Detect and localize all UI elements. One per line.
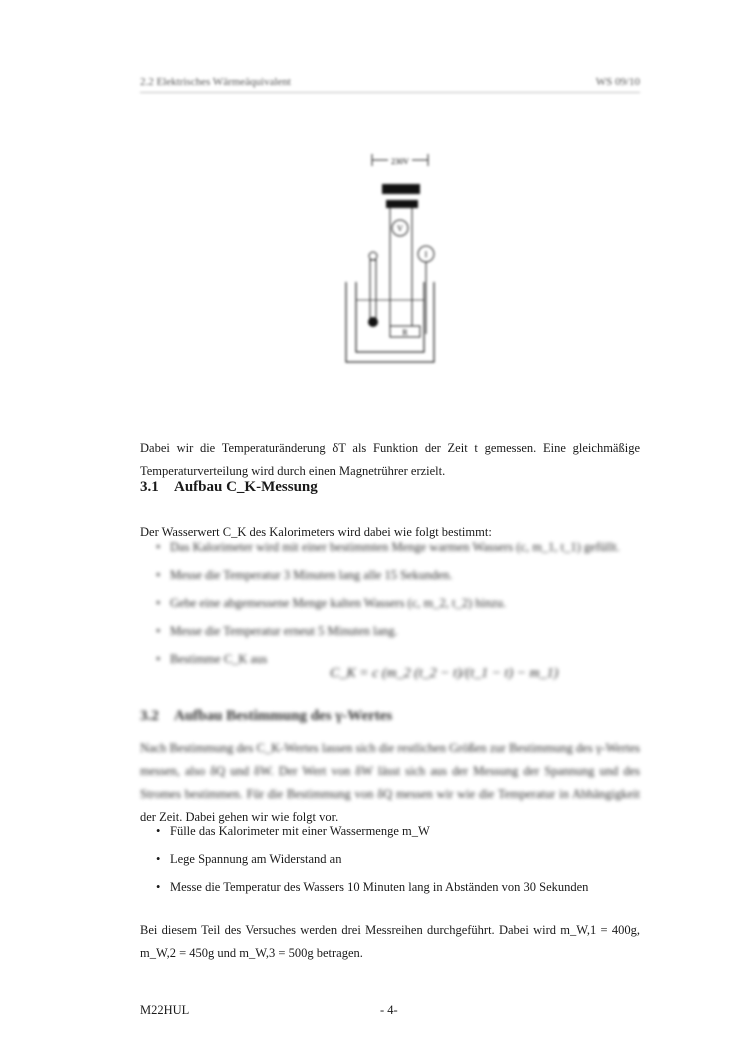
section-3-2-text-blurred: Nach Bestimmung des C_K-Wertes lassen sich die restlichen Größen zur Bestimmung des γ-Wertes messen, also δQ und δW. Der Wert von δW lässt sich aus der Messung der Spannung und des Stromes bestimmen. Für die Bestimmung von δQ messen wir wie die Temperatur in Abhängigkeit xyxy=(140,741,640,801)
list-item: • Lege Spannung am Widerstand an xyxy=(158,848,628,876)
svg-text:I: I xyxy=(424,250,428,259)
section-heading-3-1: 3.1 Aufbau C_K-Messung xyxy=(140,479,318,495)
footer-author: M22HUL xyxy=(140,1003,190,1017)
list-item: • Messe die Temperatur erneut 5 Minuten lang. xyxy=(158,620,628,648)
section-3-2-text-clear: der Zeit. Dabei gehen wir wie folgt vor. xyxy=(140,810,339,824)
section-3-2-list xyxy=(158,820,628,904)
section-3-2-paragraph xyxy=(140,737,640,829)
list-item: • Das Kalorimeter wird mit einer bestimmten Menge warmen Wassers (c, m_1, t_1) gefüllt. xyxy=(158,536,628,564)
section-3-1-intro: Der Wasserwert C_K des Kalorimeters wird dabei wie folgt bestimmt: xyxy=(140,524,492,539)
voltage-label: 230V xyxy=(391,157,409,166)
list-item: • Messe die Temperatur 3 Minuten lang alle 15 Sekunden. xyxy=(158,564,628,592)
circuit-figure xyxy=(330,148,450,378)
ck-formula: C_K = c (m_2 (t_2 − t)/(t_1 − t) − m_1) xyxy=(330,666,559,681)
running-header xyxy=(140,76,640,93)
transformer-coil-top xyxy=(382,184,420,194)
svg-text:V: V xyxy=(397,224,403,233)
circuit-diagram xyxy=(330,148,450,378)
closing-paragraph: Bei diesem Teil des Versuches werden drei Messreihen durchgeführt. Dabei wird m_W,1 = 400g, m_W,2 = 450g und m_W,3 = 500g betragen. xyxy=(140,922,640,960)
list-item: • Messe die Temperatur des Wassers 10 Minuten lang in Abständen von 30 Sekunden xyxy=(158,876,628,904)
section-3-1-list xyxy=(158,536,628,676)
header-chapter: 2.2 Elektrisches Wärmeäquivalent xyxy=(140,76,291,88)
section-heading-3-2: 3.2 Aufbau Bestimmung des γ-Wertes xyxy=(140,708,393,724)
page-number: - 4- xyxy=(380,1003,398,1017)
svg-text:R: R xyxy=(402,328,408,337)
list-item: • Fülle das Kalorimeter mit einer Wassermenge m_W xyxy=(158,820,628,848)
list-item: • Bestimme C_K aus xyxy=(158,648,628,676)
intro-paragraph: Dabei wir die Temperaturänderung δT als Funktion der Zeit t gemessen. Eine gleichmäßige Temperaturverteilung wird durch einen Magnetrührer erzielt. xyxy=(140,440,640,478)
thermometer-icon xyxy=(370,260,376,318)
list-item: • Gebe eine abgemessene Menge kalten Wassers (c, m_2, t_2) hinzu. xyxy=(158,592,628,620)
transformer-coil-bottom xyxy=(386,200,418,208)
header-semester: WS 09/10 xyxy=(595,76,640,88)
